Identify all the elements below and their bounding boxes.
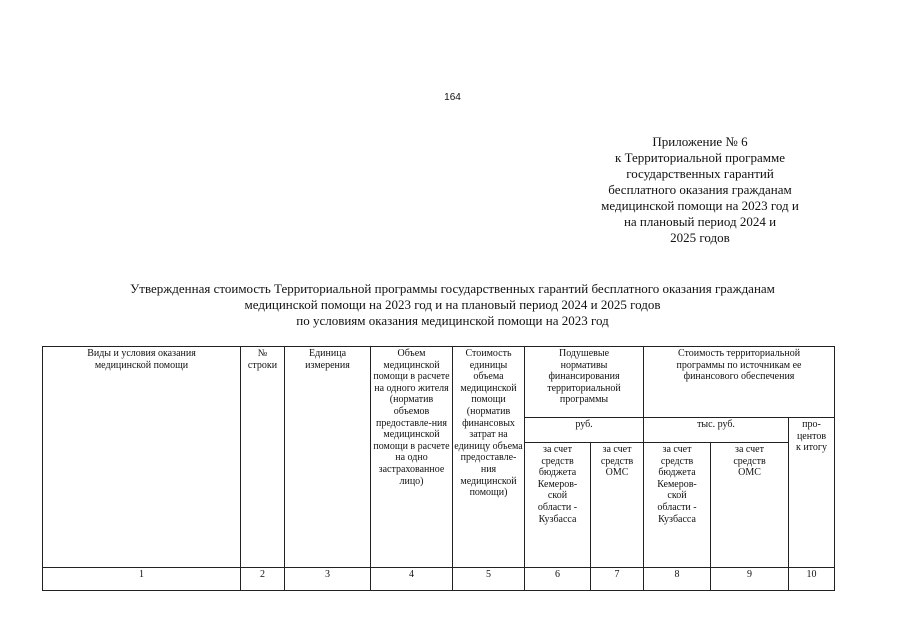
- appendix-note: [560, 134, 840, 246]
- appendix-line: к Территориальной программе: [615, 150, 785, 165]
- appendix-line: Приложение № 6: [652, 134, 748, 149]
- column-number: 3: [285, 568, 371, 591]
- column-number: 8: [644, 568, 711, 591]
- appendix-line: медицинской помощи на 2023 год и: [601, 198, 799, 213]
- column-number: 7: [591, 568, 644, 591]
- title-line: Утвержденная стоимость Территориальной программы государственных гарантий бесплатного оказания гражданам: [130, 281, 775, 296]
- column-number: 1: [43, 568, 241, 591]
- header-unit: Единица измерения: [285, 347, 371, 568]
- header-row-number: № строки: [241, 347, 285, 568]
- appendix-line: 2025 годов: [670, 230, 730, 245]
- header-oms-source: за счет средств ОМС: [711, 443, 789, 568]
- header-unit-cost: Стоимость единицы объема медицинской помощи (норматив финансовых затрат на единицу объема предоставле-ния медицинской помощи): [453, 347, 525, 568]
- appendix-line: на плановый период 2024 и: [623, 214, 777, 229]
- header-per-capita-normatives: Подушевые нормативы финансирования территориальной программы: [525, 347, 644, 418]
- column-number: 5: [453, 568, 525, 591]
- header-percent-total: про-центов к итогу: [789, 418, 835, 568]
- appendix-line: государственных гарантий: [626, 166, 774, 181]
- header-thousand-rub: тыс. руб.: [644, 418, 789, 443]
- column-number: 2: [241, 568, 285, 591]
- document-title: [40, 281, 865, 329]
- column-number: 10: [789, 568, 835, 591]
- header-budget-source: за счет средств бюджета Кемеров-ской области - Кузбасса: [644, 443, 711, 568]
- column-number: 4: [371, 568, 453, 591]
- title-line: медицинской помощи на 2023 год и на плановый период 2024 и 2025 годов: [244, 297, 661, 312]
- header-kinds-conditions: Виды и условия оказания медицинской помощи: [43, 347, 241, 568]
- column-number: 6: [525, 568, 591, 591]
- header-volume: Объем медицинской помощи в расчете на одного жителя (норматив объемов предоставле-ния медицинской помощи в расчете на одно застрахованное лицо): [371, 347, 453, 568]
- page-number: 164: [444, 92, 461, 103]
- title-line: по условиям оказания медицинской помощи на 2023 год: [296, 313, 609, 328]
- header-budget-source: за счет средств бюджета Кемеров-ской области - Кузбасса: [525, 443, 591, 568]
- header-program-cost: Стоимость территориальной программы по источникам ее финансового обеспечения: [644, 347, 835, 418]
- cost-table: [42, 346, 835, 591]
- column-number: 9: [711, 568, 789, 591]
- header-rub: руб.: [525, 418, 644, 443]
- header-oms-source: за счет средств ОМС: [591, 443, 644, 568]
- appendix-line: бесплатного оказания гражданам: [608, 182, 792, 197]
